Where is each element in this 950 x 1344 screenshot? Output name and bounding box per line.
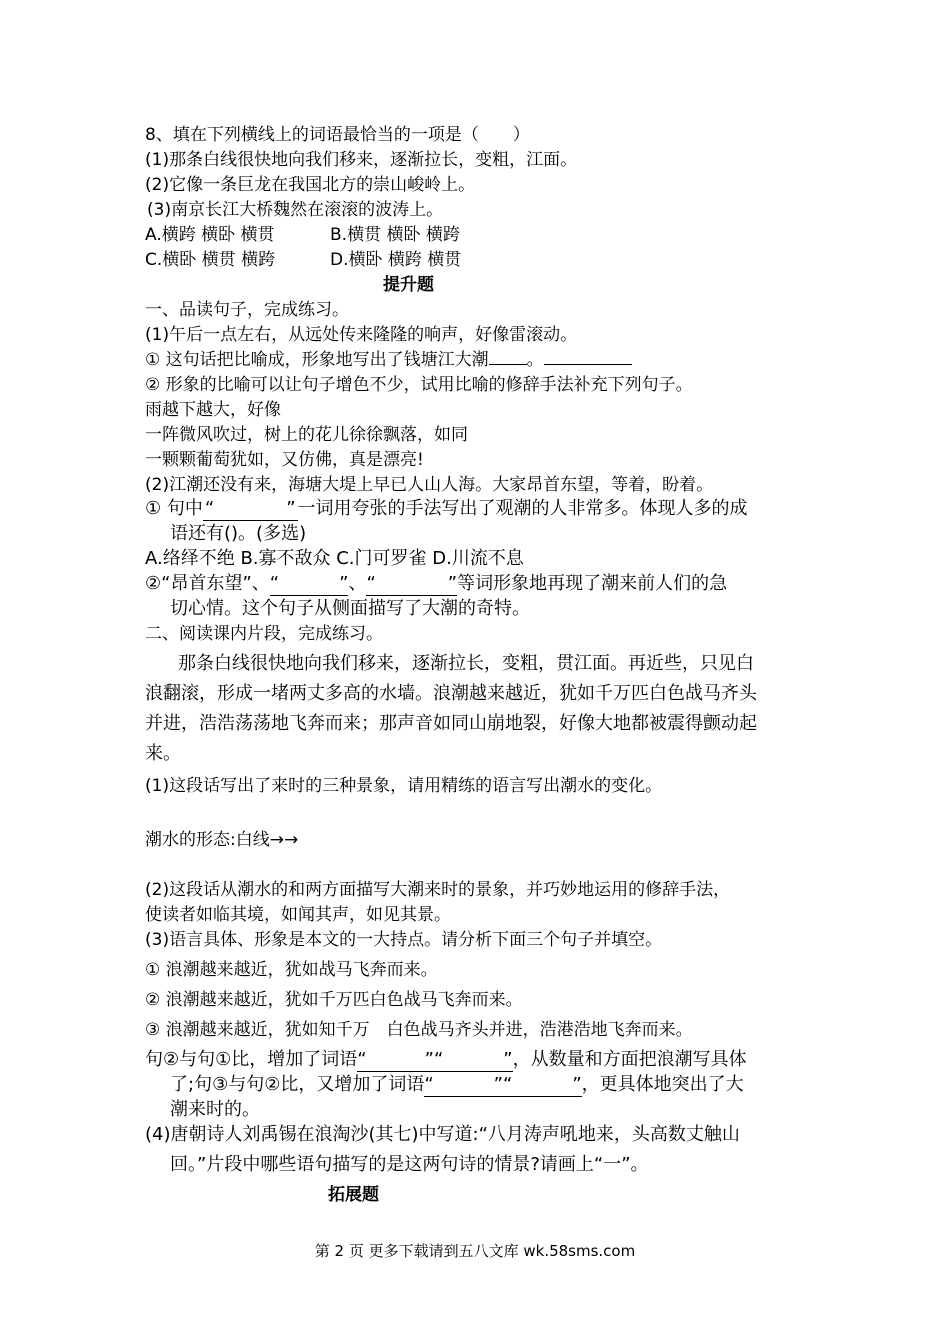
- passage-line-1: 那条白线很快地向我们移来，逐渐拉长，变粗，贯江面。再近些，只见白: [160, 653, 754, 674]
- passage-line-3: 并进，浩浩荡荡地飞奔而来；那声音如同山崩地裂，好像大地都被震得颤动起: [145, 713, 757, 734]
- part1-question-2a-cont: 语还有()。(多选): [170, 523, 307, 544]
- compare-sentence-1: ① 浪潮越来越近，犹如战马飞奔而来。: [145, 960, 438, 980]
- part1-question-2b-cont: 切心情。这个句子从侧面描写了大潮的奇特。: [170, 598, 530, 619]
- q8-sentence-2: (2)它像一条巨龙在我国北方的崇山峻岭上。: [145, 175, 476, 195]
- fill-line-1: 雨越下越大，好像: [145, 400, 281, 420]
- section-title-tisheng: 提升题: [383, 275, 434, 295]
- section-title-tuozhan: 拓展题: [328, 1185, 379, 1205]
- q8-sentence-1: (1)那条白线很快地向我们移来，逐渐拉长，变粗，江面。: [145, 150, 578, 170]
- q8-option-b: B.横贯 横卧 横跨: [330, 225, 460, 245]
- passage-line-4: 来。: [145, 743, 181, 764]
- part2-question-4b: 回。”片段中哪些语句描写的是这两句诗的情景?请画上“一”。: [170, 1154, 649, 1175]
- fill-line-3: 一颗颗葡萄犹如，又仿佛，真是漂亮!: [145, 450, 424, 470]
- part2-question-1: (1)这段话写出了来时的三种景象，请用精练的语言写出潮水的变化。: [145, 776, 663, 796]
- part1-question-1a: ① 这句话把比喻成，形象地写出了钱塘江大潮 。: [145, 349, 632, 371]
- q8-title: 8、填在下列横线上的词语最恰当的一项是（ ）: [145, 125, 530, 145]
- part2-title: 二、阅读课内片段，完成练习。: [145, 624, 383, 644]
- answer-line-3: 潮来时的。: [170, 1099, 260, 1120]
- passage-line-2: 浪翻滚，形成一堵两丈多高的水墙。浪潮越来越近，犹如千万匹白色战马齐头: [145, 683, 757, 704]
- part2-question-2b: 使读者如临其境，如闻其声，如见其景。: [145, 905, 451, 925]
- part1-sentence-2: (2)江潮还没有来，海塘大堤上早已人山人海。大家昂首东望，等着，盼着。: [145, 475, 714, 495]
- part2-question-2a: (2)这段话从潮水的和两方面描写大潮来时的景象，并巧妙地运用的修辞手法，: [145, 880, 731, 900]
- q8-option-c: C.横卧 横贯 横跨: [145, 250, 276, 270]
- part1-question-2b: ②“昂首东望”、“ ”、“ ”等词形象地再现了潮来前人们的急: [145, 573, 728, 594]
- compare-sentence-2: ② 浪潮越来越近，犹如千万匹白色战马飞奔而来。: [145, 990, 523, 1010]
- tide-forms-line: 潮水的形态:白线→→: [145, 830, 299, 850]
- fill-line-2: 一阵微风吹过，树上的花儿徐徐飘落，如同: [145, 425, 468, 445]
- part2-question-4a: (4)唐朝诗人刘禹锡在浪淘沙(其七)中写道:“八月涛声吼地来，头高数丈触山: [145, 1124, 740, 1145]
- part1-options: A.络绎不绝 B.寡不敌众 C.门可罗雀 D.川流不息: [145, 548, 524, 569]
- answer-line-1: 句②与句①比，增加了词语“ ”“ ”，从数量和方面把浪潮写具体: [145, 1049, 747, 1070]
- answer-line-2: 了;句③与句②比，又增加了词语“ ”“ ”，更具体地突出了大: [170, 1074, 744, 1095]
- part2-question-3: (3)语言具体、形象是本文的一大持点。请分析下面三个句子并填空。: [145, 930, 663, 950]
- q8-option-d: D.横卧 横跨 横贯: [330, 250, 462, 270]
- q8-option-a: A.横跨 横卧 横贯: [145, 225, 275, 245]
- q8-sentence-3: (3)南京长江大桥魏然在滚滚的波涛上。: [147, 200, 444, 220]
- part1-title: 一、品读句子，完成练习。: [145, 300, 349, 320]
- part1-question-1b: ② 形象的比喻可以让句子增色不少，试用比喻的修辞手法补充下列句子。: [145, 375, 693, 395]
- page-footer: 第 2 页 更多下载请到五八文库 wk.58sms.com: [314, 1242, 636, 1260]
- part1-sentence-1: (1)午后一点左右，从远处传来隆隆的响声，好像雷滚动。: [145, 325, 578, 345]
- part1-question-2a: ① 句中 “ ” 一词用夸张的手法写出了观潮的人非常多。体现人多的成: [145, 498, 748, 519]
- compare-sentence-3: ③ 浪潮越来越近，犹如知千万 白色战马齐头并进，浩港浩地飞奔而来。: [145, 1020, 693, 1040]
